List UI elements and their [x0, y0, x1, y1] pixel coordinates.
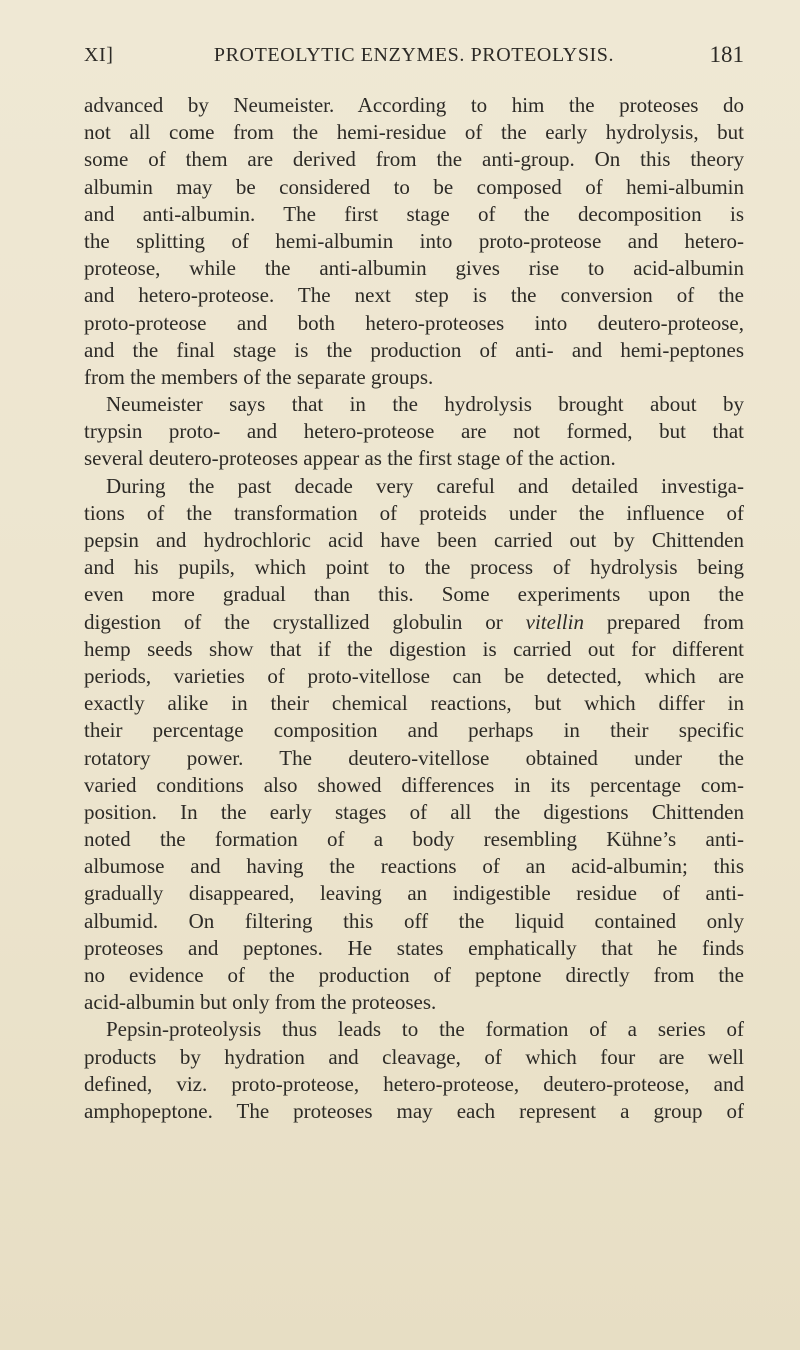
- text-line: During the past decade very careful and detailed investiga-: [106, 473, 744, 498]
- body-text: [84, 92, 744, 1125]
- chapter-number: XI]: [84, 44, 114, 66]
- text-line: products by hydration and cleavage, of which four are well: [84, 1044, 744, 1069]
- text-line: proto-proteose and both hetero-proteoses into deutero-proteose,: [84, 310, 744, 335]
- text-line: and anti-albumin. The first stage of the decomposition is: [84, 201, 744, 226]
- text-line: and hetero-proteose. The next step is the conversion of the: [84, 283, 744, 308]
- text-line: exactly alike in their chemical reactions, but which differ in: [84, 691, 744, 716]
- italic-term: vitellin: [525, 609, 584, 634]
- text-line: trypsin proto- and hetero-proteose are not formed, but that: [84, 419, 744, 444]
- text-line: not all come from the hemi-residue of the early hydrolysis, but: [84, 120, 744, 145]
- text-line: pepsin and hydrochloric acid have been carried out by Chittenden: [84, 528, 744, 552]
- text-line: tions of the transformation of proteids under the influence of: [84, 500, 744, 525]
- text-line: advanced by Neumeister. According to him the proteoses do: [84, 93, 744, 117]
- text-line: acid-albumin but only from the proteoses.: [84, 990, 437, 1015]
- text-line: albumose and having the reactions of an acid-albumin; this: [84, 854, 744, 879]
- text-line: no evidence of the production of peptone directly from the: [84, 963, 744, 987]
- text-line: and his pupils, which point to the process of hydrolysis being: [84, 555, 744, 580]
- text-line: albumid. On filtering this off the liquid contained only: [84, 908, 744, 933]
- text-line: proteose, while the anti-albumin gives rise to acid-albumin: [84, 256, 744, 281]
- text-line: gradually disappeared, leaving an indigestible residue of anti-: [84, 881, 744, 906]
- running-title: PROTEOLYTIC ENZYMES. PROTEOLYSIS.: [213, 44, 615, 66]
- text-line: position. In the early stages of all the digestions Chittenden: [84, 799, 744, 824]
- text-line: some of them are derived from the anti-group. On this theory: [84, 147, 744, 172]
- text-segment: digestion of the crystallized globulin or: [84, 609, 503, 634]
- text-line: the splitting of hemi-albumin into proto-proteose and hetero-: [84, 228, 744, 253]
- text-line: noted the formation of a body resembling Kühne’s anti-: [84, 827, 744, 852]
- text-line: their percentage composition and perhaps in their specific: [84, 718, 744, 743]
- text-line: proteoses and peptones. He states emphatically that he finds: [84, 935, 744, 960]
- text-line: Pepsin-proteolysis thus leads to the formation of a series of: [106, 1017, 744, 1042]
- text-line: defined, viz. proto-proteose, hetero-proteose, deutero-proteose, and: [84, 1071, 744, 1096]
- text-line: Neumeister says that in the hydrolysis brought about by: [106, 392, 744, 417]
- text-line: hemp seeds show that if the digestion is carried out for different: [84, 636, 744, 661]
- page-number: 181: [709, 42, 744, 67]
- text-line: rotatory power. The deutero-vitellose obtained under the: [84, 745, 744, 770]
- text-line: amphopeptone. The proteoses may each represent a group of: [84, 1098, 744, 1123]
- text-line: albumin may be considered to be composed of hemi-albumin: [84, 174, 744, 199]
- text-line: from the members of the separate groups.: [84, 364, 434, 389]
- text-line: [84, 609, 744, 636]
- running-head: [84, 44, 744, 74]
- text-line: and the final stage is the production of anti- and hemi-peptones: [84, 337, 744, 362]
- text-line: periods, varieties of proto-vitellose can be detected, which are: [84, 663, 744, 688]
- text-segment: prepared from: [606, 609, 744, 634]
- text-line: varied conditions also showed differences in its percentage com-: [84, 772, 744, 797]
- text-line: several deutero-proteoses appear as the first stage of the action.: [84, 446, 616, 471]
- text-line: even more gradual than this. Some experiments upon the: [84, 582, 744, 607]
